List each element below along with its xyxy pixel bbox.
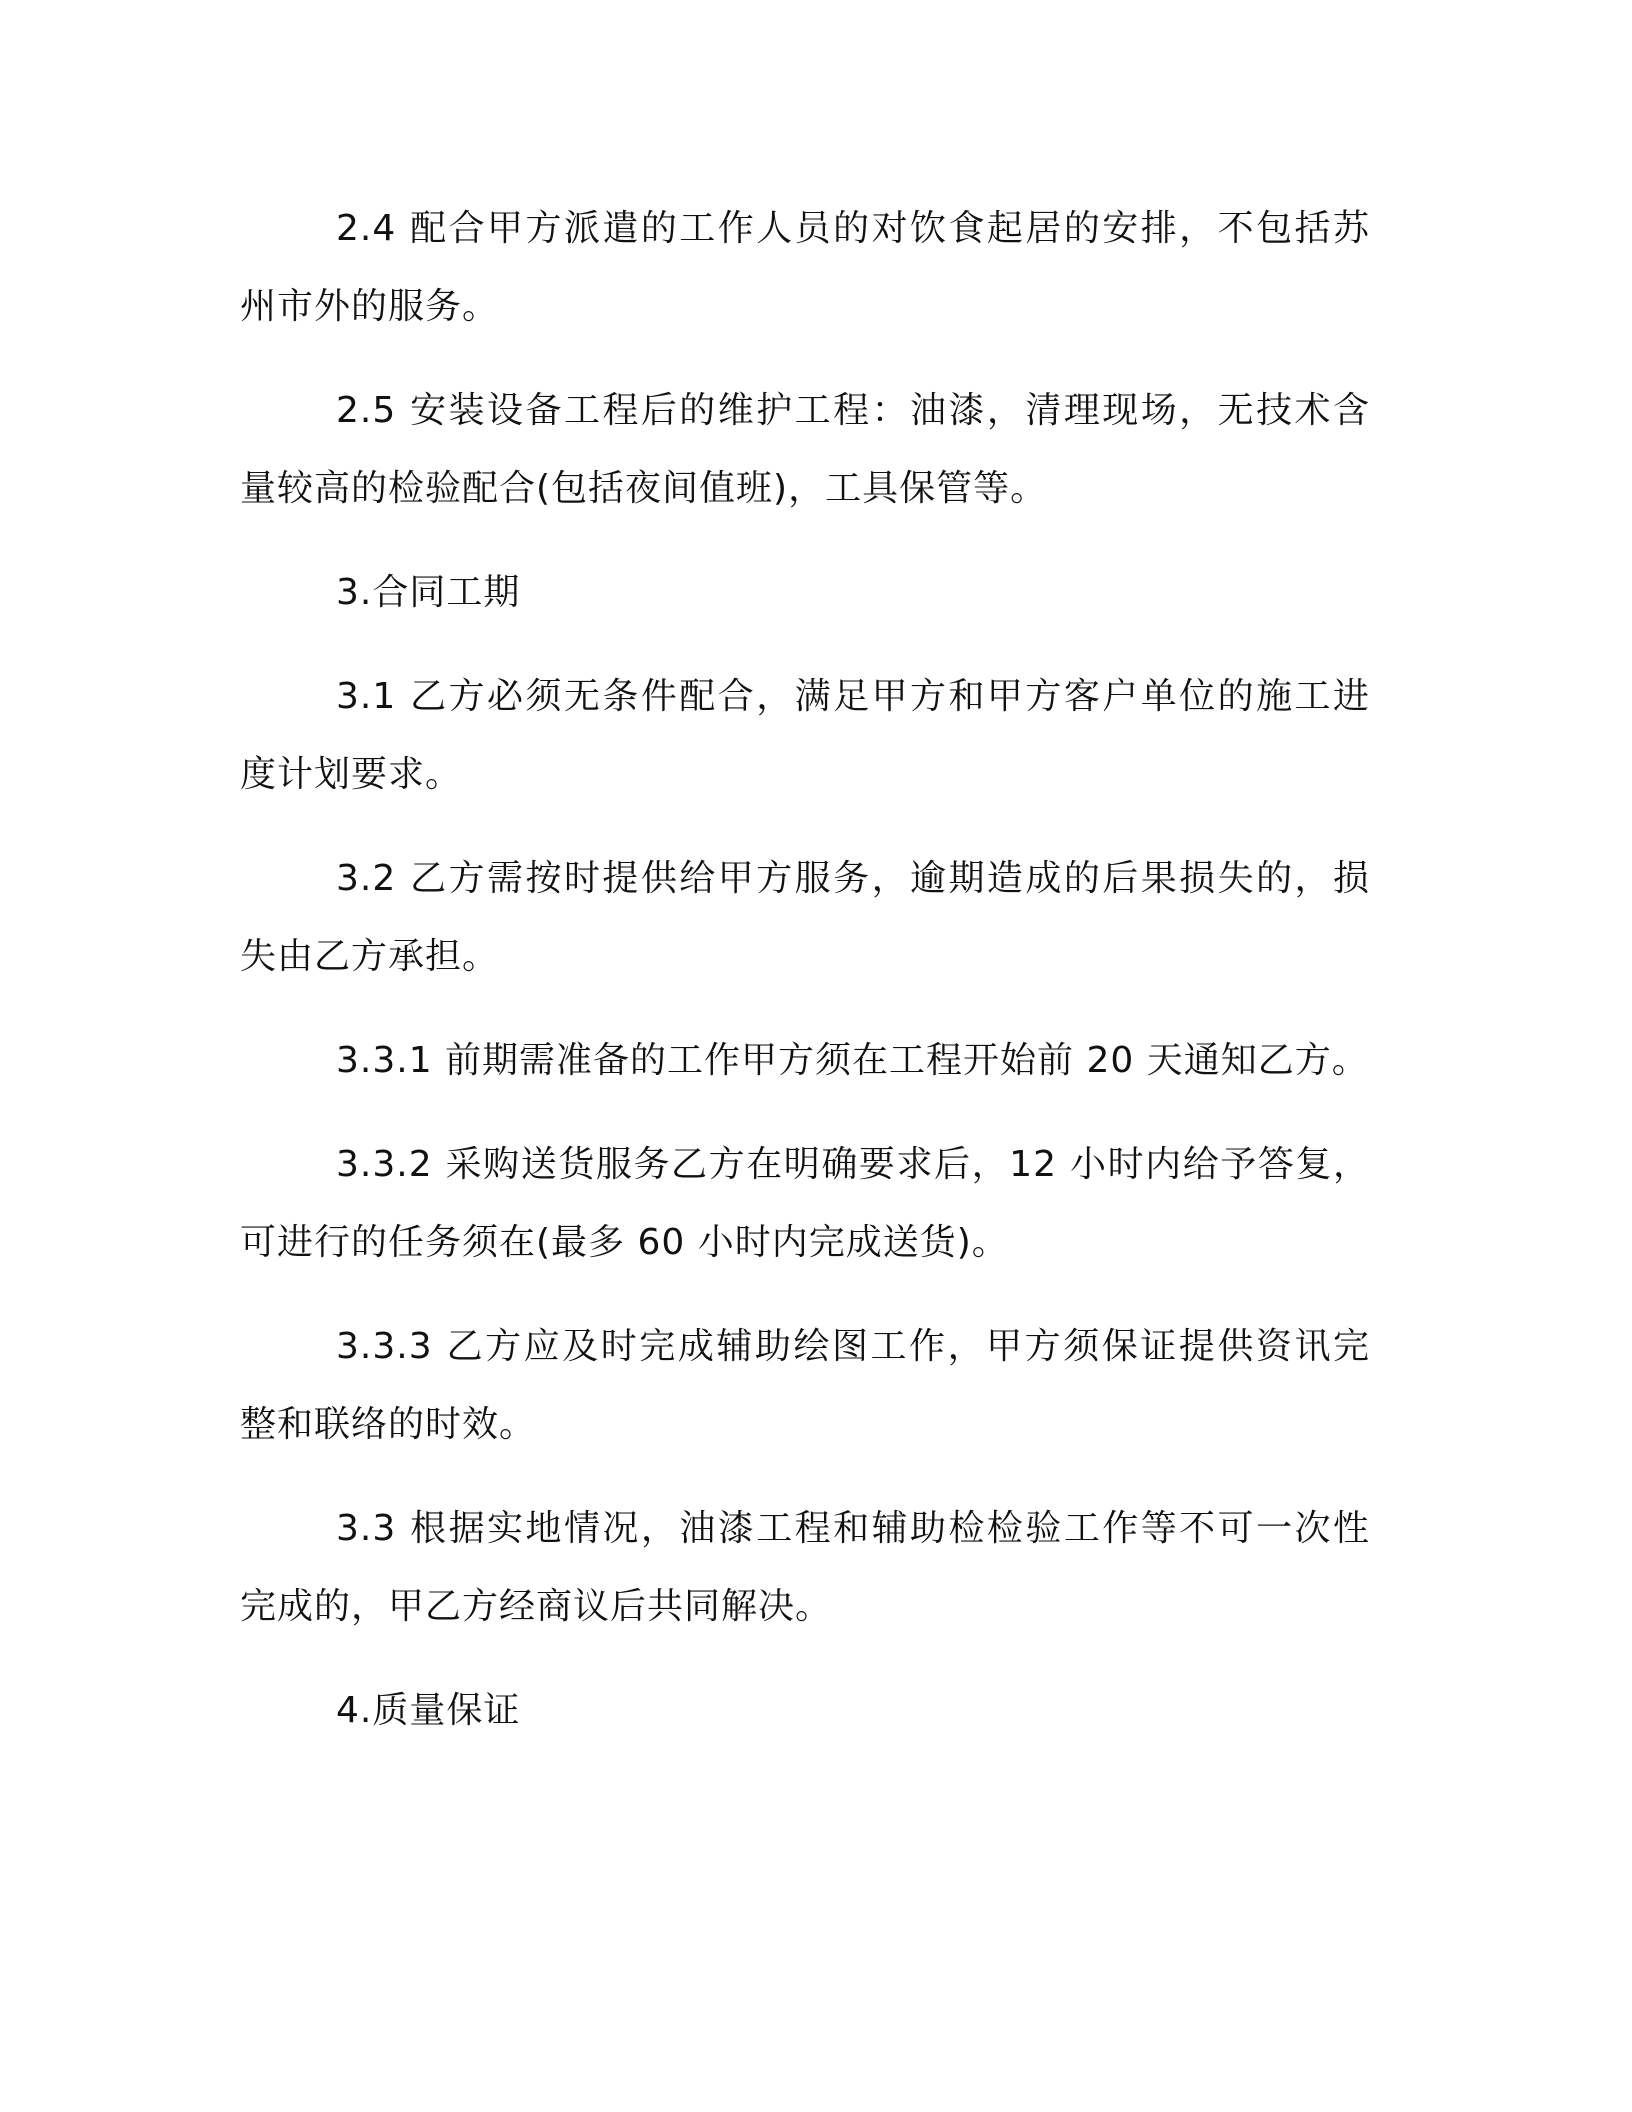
document-body <box>240 190 1370 1776</box>
clause-3-3-3: 3.3.3 乙方应及时完成辅助绘图工作，甲方须保证提供资讯完整和联络的时效。 <box>240 1326 1370 1445</box>
clause-3-3-1: 3.3.1 前期需准备的工作甲方须在工程开始前 20 天通知乙方。 <box>336 1040 1369 1081</box>
clause-3-3-2: 3.3.2 采购送货服务乙方在明确要求后，12 小时内给予答复，可进行的任务须在(最多 60 小时内完成送货)。 <box>240 1144 1370 1263</box>
clause-2-5: 2.5 安装设备工程后的维护工程：油漆，清理现场，无技术含量较高的检验配合(包括夜间值班)，工具保管等。 <box>240 390 1370 509</box>
clause-2-4: 2.4 配合甲方派遣的工作人员的对饮食起居的安排，不包括苏州市外的服务。 <box>240 208 1370 327</box>
clause-3-1: 3.1 乙方必须无条件配合，满足甲方和甲方客户单位的施工进度计划要求。 <box>240 676 1370 795</box>
section-heading-4: 4.质量保证 <box>336 1690 521 1731</box>
section-heading-3: 3.合同工期 <box>336 572 521 613</box>
clause-3-3: 3.3 根据实地情况，油漆工程和辅助检检验工作等不可一次性完成的，甲乙方经商议后共同解决。 <box>240 1508 1370 1627</box>
clause-3-2: 3.2 乙方需按时提供给甲方服务，逾期造成的后果损失的，损失由乙方承担。 <box>240 858 1370 977</box>
